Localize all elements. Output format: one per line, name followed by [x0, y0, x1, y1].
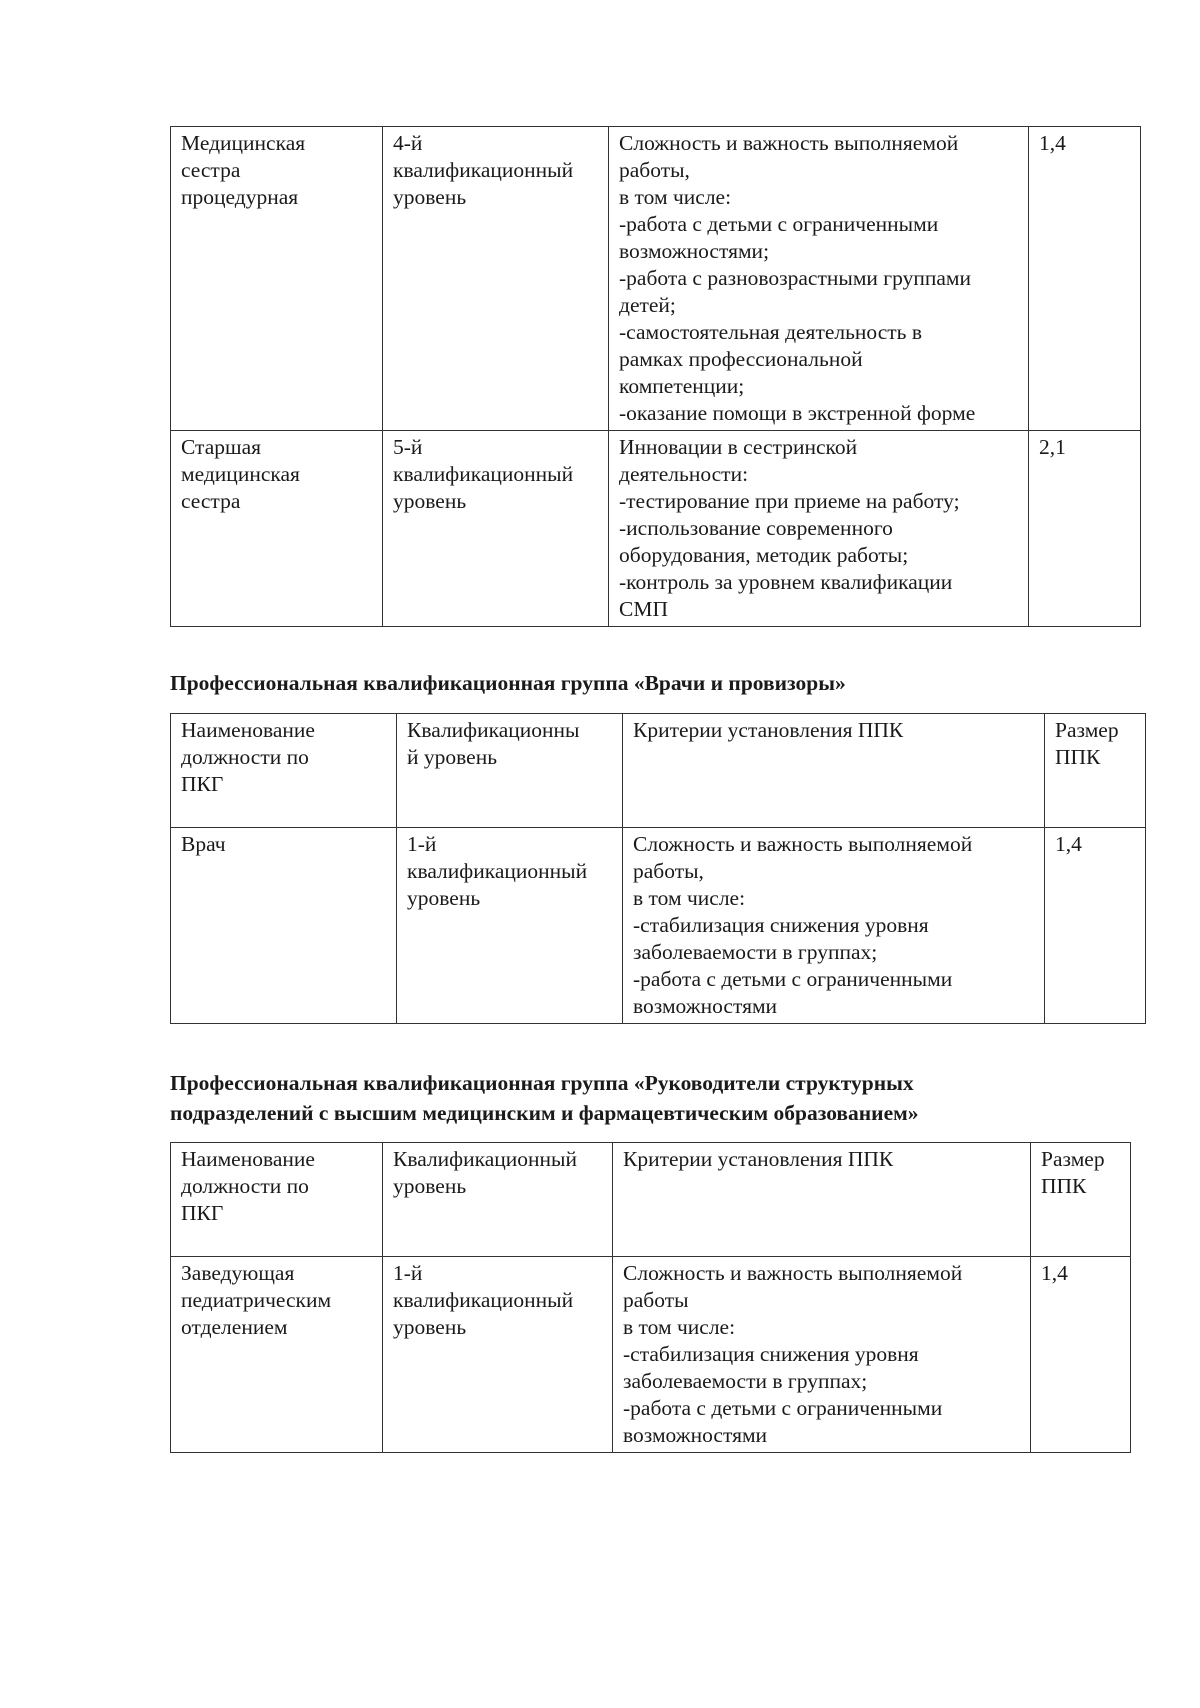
criteria-cell: Инновации в сестринской деятельности: -тестирование при приеме на работу; -использование современного оборудования, методик работы; -контроль за уровнем квалификации СМП [609, 431, 1029, 627]
header-criteria: Критерии установления ППК [613, 1143, 1031, 1257]
table-header-row [171, 1143, 1131, 1257]
header-position: Наименование должности по ПКГ [171, 1143, 383, 1257]
size-cell: 1,4 [1045, 828, 1146, 1024]
table-row [171, 828, 1146, 1024]
size-cell: 1,4 [1031, 1257, 1131, 1453]
header-criteria: Критерии установления ППК [623, 714, 1045, 828]
level-cell: 5-й квалификационный уровень [383, 431, 609, 627]
level-cell: 4-й квалификационный уровень [383, 127, 609, 431]
heads-table [170, 1142, 1131, 1453]
position-cell: Старшая медицинская сестра [171, 431, 383, 627]
position-cell: Заведующая педиатрическим отделением [171, 1257, 383, 1453]
header-level: Квалификационный уровень [383, 1143, 613, 1257]
table-row [171, 127, 1141, 431]
table-header-row [171, 714, 1146, 828]
section-heading-heads: Профессиональная квалификационная группа «Руководители структурных подразделений с высшим медицинским и фармацевтическим образованием» [170, 1071, 919, 1125]
criteria-cell: Сложность и важность выполняемой работы в том числе: -стабилизация снижения уровня заболеваемости в группах; -работа с детьми с ограниченными возможностями [613, 1257, 1031, 1453]
criteria-cell: Сложность и важность выполняемой работы, в том числе: -стабилизация снижения уровня заболеваемости в группах; -работа с детьми с ограниченными возможностями [623, 828, 1045, 1024]
nurses-table [170, 126, 1141, 627]
position-cell: Медицинская сестра процедурная [171, 127, 383, 431]
doctors-table [170, 713, 1146, 1024]
position-cell: Врач [171, 828, 397, 1024]
header-size: Размер ППК [1031, 1143, 1131, 1257]
level-cell: 1-й квалификационный уровень [383, 1257, 613, 1453]
size-cell: 2,1 [1029, 431, 1141, 627]
header-position: Наименование должности по ПКГ [171, 714, 397, 828]
size-cell: 1,4 [1029, 127, 1141, 431]
section-heading-doctors: Профессиональная квалификационная группа «Врачи и провизоры» [170, 671, 846, 695]
header-level: Квалификационны й уровень [397, 714, 623, 828]
header-size: Размер ППК [1045, 714, 1146, 828]
table-row [171, 1257, 1131, 1453]
level-cell: 1-й квалификационный уровень [397, 828, 623, 1024]
criteria-cell: Сложность и важность выполняемой работы, в том числе: -работа с детьми с ограниченными возможностями; -работа с разновозрастными группами детей; -самостоятельная деятельность в рамках профессиональной компетенции; -оказание помощи в экстренной форме [609, 127, 1029, 431]
table-row [171, 431, 1141, 627]
